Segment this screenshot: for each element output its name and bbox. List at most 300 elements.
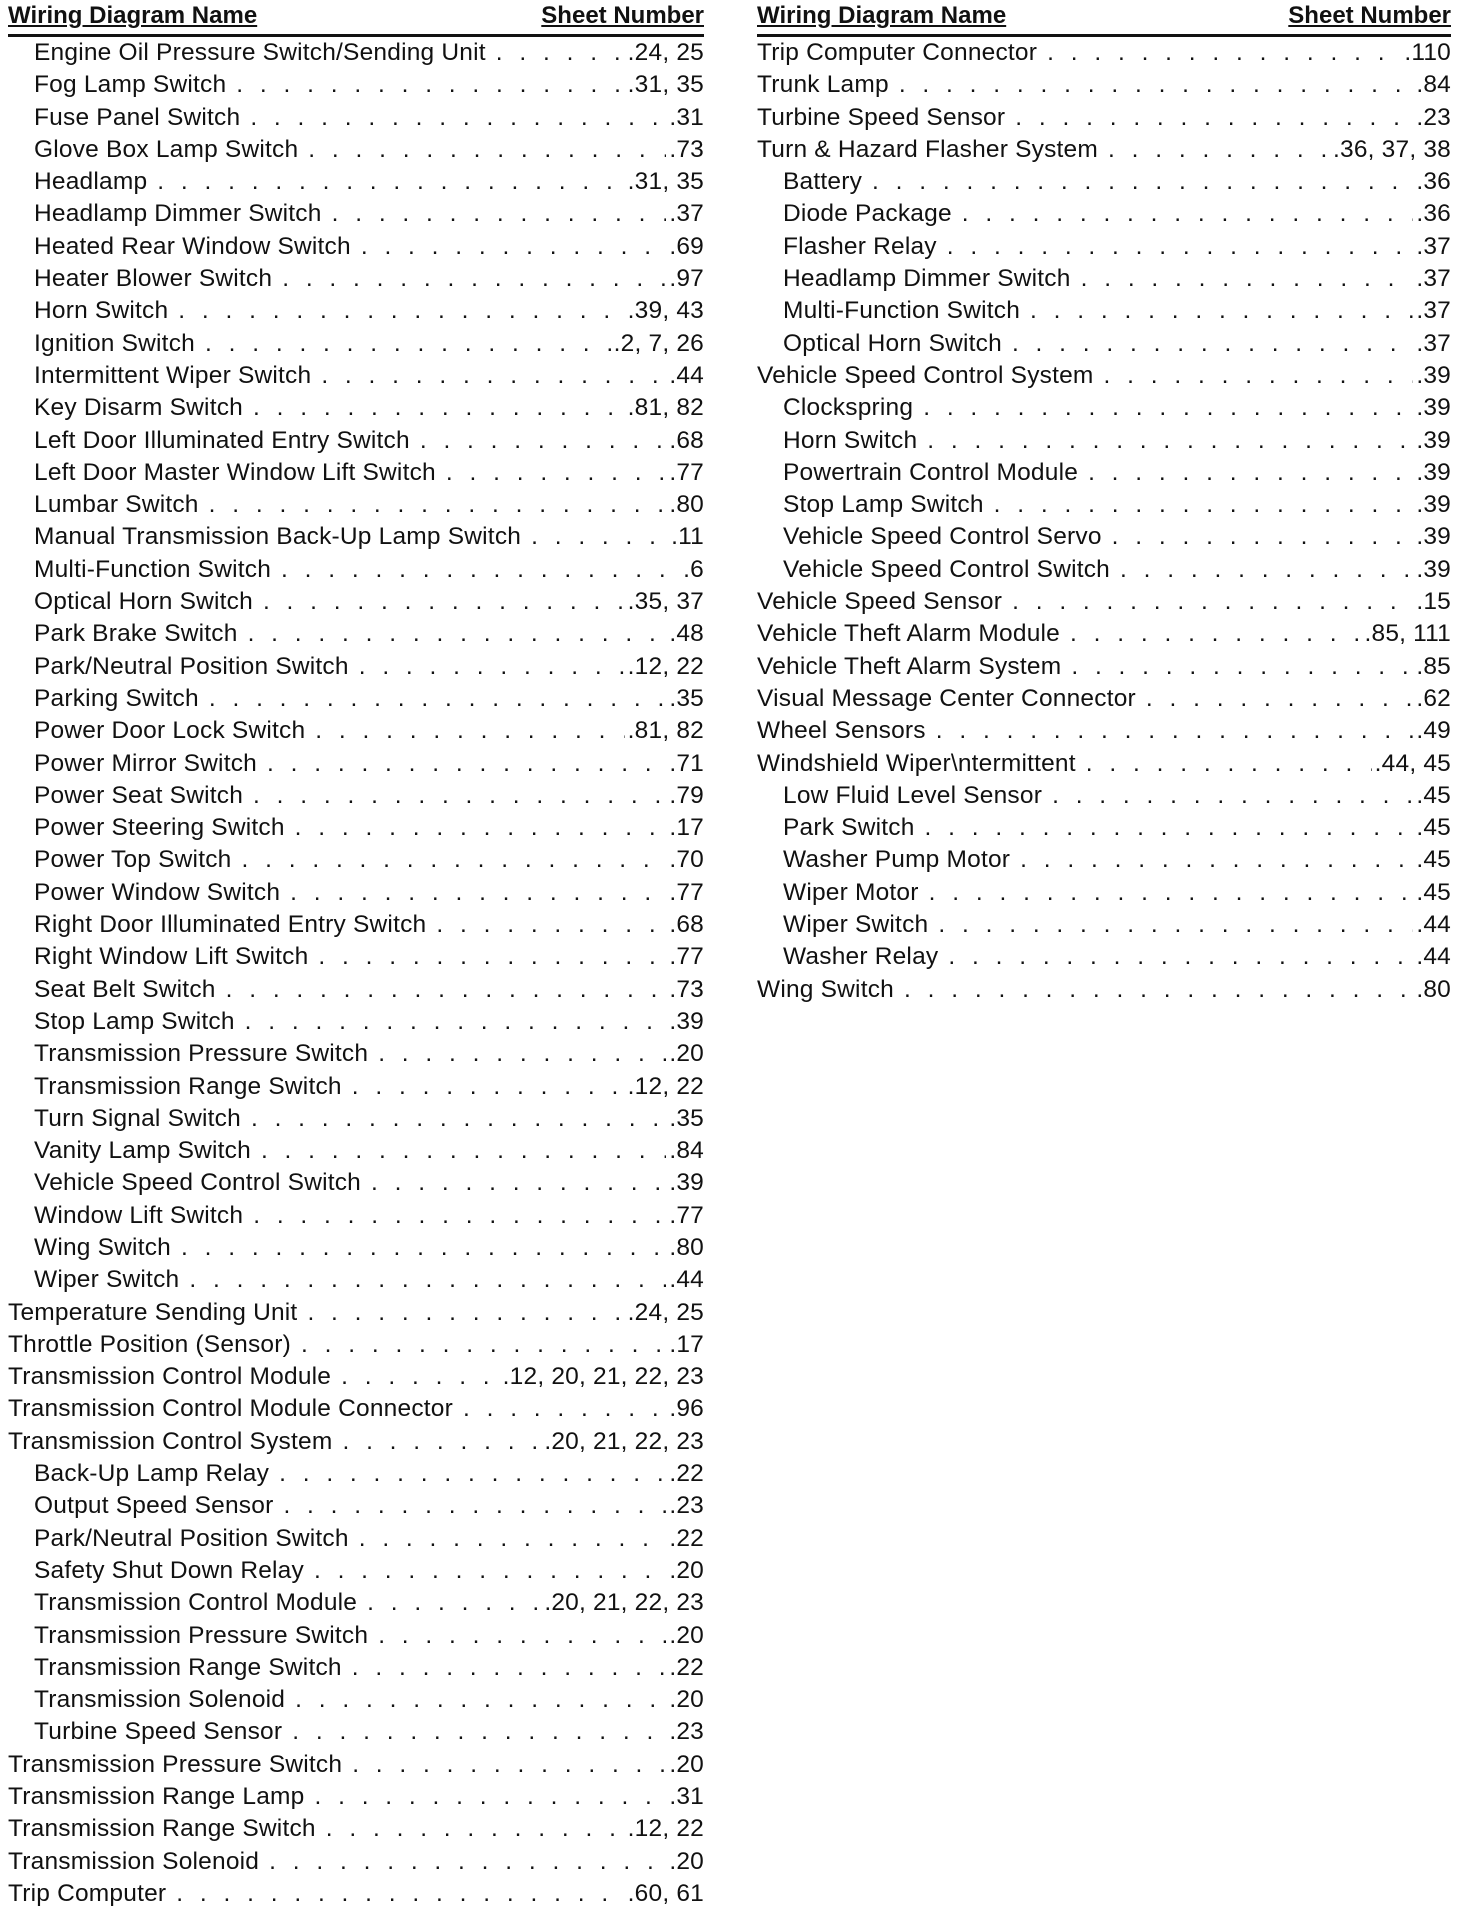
entry-name: Low Fluid Level Sensor (783, 781, 1043, 809)
index-entry (757, 104, 1451, 136)
index-entry (8, 1525, 704, 1557)
left-column-header (8, 0, 704, 37)
entry-name: Horn Switch (783, 426, 918, 454)
entry-name: Vehicle Speed Sensor (757, 588, 1003, 616)
index-entry (8, 943, 704, 975)
entry-sheet-number: .45 (1416, 814, 1451, 842)
entry-name: Washer Pump Motor (783, 846, 1011, 874)
entry-name: Stop Lamp Switch (783, 491, 984, 519)
index-entry (8, 1105, 704, 1137)
dot-leader (925, 814, 1414, 842)
dot-leader (226, 976, 667, 1004)
entry-name: Vehicle Theft Alarm Module (757, 620, 1060, 648)
index-entry (8, 879, 704, 911)
entry-name: Fog Lamp Switch (34, 71, 227, 99)
dot-leader (923, 394, 1413, 422)
entry-name: Battery (783, 168, 863, 196)
entry-name: Stop Lamp Switch (34, 1007, 235, 1035)
dot-leader (378, 1040, 666, 1068)
dot-leader (326, 1815, 625, 1843)
index-entry (8, 168, 704, 200)
dot-leader (295, 814, 667, 842)
index-entry (8, 1008, 704, 1040)
index-entry (757, 523, 1451, 555)
index-entry (757, 653, 1451, 685)
entry-sheet-number: .69 (669, 232, 704, 260)
entry-sheet-number: .31, 35 (627, 168, 704, 196)
index-entry (757, 168, 1451, 200)
dot-leader (292, 1718, 666, 1746)
dot-leader (1104, 362, 1414, 390)
entry-name: Power Top Switch (34, 846, 232, 874)
index-entry (757, 750, 1451, 782)
dot-leader (315, 717, 624, 745)
index-entry (8, 1718, 704, 1750)
index-entry (8, 297, 704, 329)
entry-name: Power Window Switch (34, 878, 281, 906)
entry-sheet-number: .24, 25 (627, 1298, 704, 1326)
entry-name: Safety Shut Down Relay (34, 1556, 304, 1584)
dot-leader (1146, 685, 1413, 713)
entry-sheet-number: .37 (1416, 297, 1451, 325)
entry-name: Wiper Switch (34, 1266, 180, 1294)
right-entry-list (757, 39, 1451, 1008)
index-entry (757, 330, 1451, 362)
entry-name: Vehicle Speed Control Servo (783, 523, 1102, 551)
dot-leader (251, 1105, 666, 1133)
entry-name: Transmission Control Module (34, 1589, 358, 1617)
entry-name: Turbine Speed Sensor (34, 1718, 283, 1746)
dot-leader (359, 653, 625, 681)
index-entry (8, 265, 704, 297)
index-entry (757, 136, 1451, 168)
index-entry (8, 1589, 704, 1621)
index-entry (8, 1880, 704, 1912)
index-entry (8, 976, 704, 1008)
entry-sheet-number: .60, 61 (627, 1879, 704, 1907)
entry-sheet-number: .44 (1416, 943, 1451, 971)
entry-sheet-number: .97 (669, 265, 704, 293)
dot-leader (899, 71, 1414, 99)
entry-sheet-number: .31 (669, 1783, 704, 1811)
entry-name: Power Mirror Switch (34, 749, 257, 777)
index-entry (757, 459, 1451, 491)
index-entry (8, 1363, 704, 1395)
dot-leader (1108, 136, 1330, 164)
index-entry (757, 200, 1451, 232)
index-entry (757, 846, 1451, 878)
index-entry (8, 459, 704, 491)
entry-name: Trunk Lamp (757, 71, 889, 99)
entry-sheet-number: .11 (671, 523, 704, 551)
entry-sheet-number: .81, 82 (627, 717, 704, 745)
entry-sheet-number: .79 (669, 781, 704, 809)
entry-sheet-number: .77 (669, 1201, 704, 1229)
index-entry (8, 1460, 704, 1492)
dot-leader (318, 943, 666, 971)
dot-leader (314, 1783, 666, 1811)
entry-name: Transmission Range Switch (34, 1653, 342, 1681)
dot-leader (367, 1589, 541, 1617)
entry-name: Temperature Sending Unit (8, 1298, 298, 1326)
entry-sheet-number: .110 (1404, 39, 1451, 66)
entry-name: Powertrain Control Module (783, 458, 1079, 486)
dot-leader (157, 168, 624, 196)
dot-leader (1020, 846, 1413, 874)
dot-leader (352, 1751, 666, 1779)
index-entry (8, 1234, 704, 1266)
index-entry (757, 39, 1451, 71)
entry-name: Vehicle Speed Control Switch (34, 1169, 362, 1197)
index-entry (8, 1815, 704, 1847)
dot-leader (1012, 588, 1413, 616)
index-entry (757, 588, 1451, 620)
dot-leader (263, 588, 625, 616)
entry-name: Vehicle Speed Control System (757, 361, 1094, 389)
entry-sheet-number: .73 (669, 975, 704, 1003)
entry-name: Vehicle Speed Control Switch (783, 555, 1111, 583)
entry-sheet-number: .35 (669, 1104, 704, 1132)
entry-name: Trip Computer Connector (757, 39, 1038, 66)
dot-leader (283, 1492, 666, 1520)
index-entry (8, 1751, 704, 1783)
sheet-number-heading: Sheet Number (1288, 2, 1451, 29)
entry-sheet-number: .20 (669, 1556, 704, 1584)
index-entry (8, 750, 704, 782)
index-entry (8, 39, 704, 71)
entry-sheet-number: .15 (1416, 588, 1451, 616)
left-column (8, 0, 704, 1912)
index-entry (8, 1848, 704, 1880)
dot-leader (261, 1137, 666, 1165)
diagram-name-heading: Wiring Diagram Name (8, 2, 258, 29)
index-entry (8, 1395, 704, 1427)
entry-sheet-number: .37 (1416, 265, 1451, 293)
entry-sheet-number: .35 (669, 684, 704, 712)
entry-name: Fuse Panel Switch (34, 103, 241, 131)
dot-leader (308, 136, 666, 164)
entry-name: Optical Horn Switch (34, 588, 253, 616)
index-entry (757, 362, 1451, 394)
dot-leader (1086, 750, 1372, 778)
entry-name: Transmission Control Module (8, 1363, 332, 1391)
entry-sheet-number: .36 (1416, 168, 1451, 196)
entry-name: Wing Switch (757, 975, 894, 1003)
entry-sheet-number: .39 (1416, 458, 1451, 486)
entry-name: Visual Message Center Connector (757, 684, 1136, 712)
dot-leader (352, 1654, 667, 1682)
index-entry (8, 620, 704, 652)
dot-leader (209, 685, 666, 713)
dot-leader (295, 1686, 666, 1714)
index-entry (757, 685, 1451, 717)
entry-name: Headlamp Dimmer Switch (783, 265, 1071, 293)
entry-sheet-number: .96 (669, 1395, 704, 1423)
entry-name: Manual Transmission Back-Up Lamp Switch (34, 523, 522, 551)
index-entry (8, 200, 704, 232)
dot-leader (307, 1299, 624, 1327)
entry-sheet-number: .45 (1416, 846, 1451, 874)
entry-name: Transmission Pressure Switch (34, 1621, 369, 1649)
entry-name: Power Seat Switch (34, 781, 244, 809)
dot-leader (1081, 265, 1414, 293)
dot-leader (1012, 330, 1413, 358)
dot-leader (253, 782, 666, 810)
index-entry (8, 1040, 704, 1072)
entry-name: Turn & Hazard Flasher System (757, 135, 1098, 163)
index-entry (8, 491, 704, 523)
entry-sheet-number: .62 (1416, 684, 1451, 712)
index-entry (757, 71, 1451, 103)
entry-sheet-number: .37 (1416, 232, 1451, 260)
diagram-name-heading: Wiring Diagram Name (757, 2, 1007, 29)
entry-sheet-number: .39 (1416, 523, 1451, 551)
index-entry (8, 1169, 704, 1201)
index-entry (8, 1202, 704, 1234)
index-entry (8, 1654, 704, 1686)
dot-leader (253, 1202, 666, 1230)
entry-sheet-number: .39 (669, 1169, 704, 1197)
index-entry (8, 653, 704, 685)
index-entry (8, 427, 704, 459)
left-entry-list (8, 39, 704, 1912)
entry-name: Transmission Control Module Connector (8, 1395, 453, 1423)
dot-leader (332, 200, 667, 228)
dot-leader (189, 1266, 666, 1294)
entry-name: Turbine Speed Sensor (757, 103, 1006, 131)
entry-name: Output Speed Sensor (34, 1492, 274, 1520)
entry-name: Diode Package (783, 200, 952, 228)
dot-leader (948, 943, 1413, 971)
index-entry (757, 556, 1451, 588)
dot-leader (209, 491, 667, 519)
entry-name: Windshield Wiper\ntermittent (757, 749, 1076, 777)
entry-sheet-number: .20 (669, 1621, 704, 1649)
index-entry (8, 362, 704, 394)
entry-sheet-number: .17 (669, 814, 704, 842)
entry-sheet-number: .44 (1416, 911, 1451, 939)
dot-leader (1030, 297, 1413, 325)
entry-name: Multi-Function Switch (34, 555, 272, 583)
entry-sheet-number: .45 (1416, 781, 1451, 809)
entry-name: Engine Oil Pressure Switch/Sending Unit (34, 39, 486, 66)
entry-sheet-number: .12, 20, 21, 22, 23 (502, 1363, 704, 1391)
entry-sheet-number: .23 (1416, 103, 1451, 131)
entry-name: Back-Up Lamp Relay (34, 1460, 270, 1488)
index-entry (8, 136, 704, 168)
entry-name: Horn Switch (34, 297, 169, 325)
entry-sheet-number: .23 (669, 1492, 704, 1520)
dot-leader (341, 1363, 500, 1391)
dot-leader (994, 491, 1414, 519)
entry-sheet-number: .85 (1416, 652, 1451, 680)
index-entry (8, 233, 704, 265)
entry-name: Seat Belt Switch (34, 975, 216, 1003)
dot-leader (1070, 620, 1361, 648)
index-entry (757, 911, 1451, 943)
dot-leader (962, 200, 1414, 228)
entry-sheet-number: .68 (669, 426, 704, 454)
dot-leader (463, 1395, 666, 1423)
entry-name: Headlamp Dimmer Switch (34, 200, 322, 228)
dot-leader (342, 1428, 541, 1456)
entry-sheet-number: .84 (1416, 71, 1451, 99)
dot-leader (178, 297, 624, 325)
entry-name: Transmission Range Switch (8, 1815, 316, 1843)
entry-sheet-number: .20, 21, 22, 23 (544, 1427, 704, 1455)
dot-leader (1088, 459, 1413, 487)
dot-leader (359, 1525, 667, 1553)
entry-name: Clockspring (783, 394, 914, 422)
dot-leader (927, 427, 1413, 455)
dot-leader (936, 717, 1414, 745)
index-entry (8, 685, 704, 717)
dot-leader (420, 427, 667, 455)
dot-leader (282, 265, 666, 293)
index-entry (757, 943, 1451, 975)
index-entry (8, 588, 704, 620)
entry-sheet-number: .73 (669, 135, 704, 163)
index-entry (8, 1557, 704, 1589)
entry-sheet-number: .20 (669, 1750, 704, 1778)
index-entry (8, 71, 704, 103)
index-entry (757, 717, 1451, 749)
right-column (757, 0, 1451, 1008)
index-entry (8, 1622, 704, 1654)
dot-leader (531, 523, 668, 551)
entry-sheet-number: .31 (669, 103, 704, 131)
entry-sheet-number: .39 (1416, 361, 1451, 389)
dot-leader (281, 556, 680, 584)
entry-sheet-number: .48 (669, 620, 704, 648)
entry-sheet-number: .17 (669, 1330, 704, 1358)
dot-leader (321, 362, 666, 390)
index-entry (8, 394, 704, 426)
entry-name: Left Door Master Window Lift Switch (34, 458, 436, 486)
entry-name: Optical Horn Switch (783, 329, 1002, 357)
entry-sheet-number: .39 (1416, 555, 1451, 583)
entry-sheet-number: .6 (683, 555, 704, 583)
entry-name: Washer Relay (783, 943, 939, 971)
entry-name: Park/Neutral Position Switch (34, 652, 349, 680)
dot-leader (290, 879, 666, 907)
index-entry (8, 1331, 704, 1363)
index-entry (8, 1073, 704, 1105)
index-entry (8, 1783, 704, 1815)
entry-sheet-number: .39 (1416, 426, 1451, 454)
dot-leader (872, 168, 1413, 196)
dot-leader (1052, 782, 1413, 810)
index-entry (8, 814, 704, 846)
dot-leader (1071, 653, 1413, 681)
index-entry (8, 717, 704, 749)
index-entry (8, 1299, 704, 1331)
index-entry (8, 104, 704, 136)
dot-leader (436, 911, 666, 939)
dot-leader (250, 104, 666, 132)
entry-sheet-number: .44, 45 (1374, 749, 1451, 777)
dot-leader (371, 1169, 666, 1197)
entry-name: Vanity Lamp Switch (34, 1137, 251, 1165)
index-entry (8, 782, 704, 814)
entry-name: Wiper Motor (783, 878, 919, 906)
dot-leader (1047, 39, 1401, 67)
dot-leader (929, 879, 1414, 907)
entry-name: Right Door Illuminated Entry Switch (34, 911, 427, 939)
entry-name: Power Door Lock Switch (34, 717, 306, 745)
dot-leader (938, 911, 1413, 939)
entry-sheet-number: .22 (669, 1460, 704, 1488)
entry-sheet-number: .49 (1416, 717, 1451, 745)
entry-name: Throttle Position (Sensor) (8, 1330, 291, 1358)
entry-sheet-number: .36, 37, 38 (1333, 135, 1451, 163)
index-entry (8, 1266, 704, 1298)
entry-name: Trip Computer (8, 1879, 167, 1907)
index-entry (757, 814, 1451, 846)
entry-name: Ignition Switch (34, 329, 195, 357)
dot-leader (361, 233, 667, 261)
dot-leader (205, 330, 611, 358)
index-entry (757, 620, 1451, 652)
entry-sheet-number: .71 (669, 749, 704, 777)
index-entry (757, 491, 1451, 523)
entry-sheet-number: .45 (1416, 878, 1451, 906)
dot-leader (904, 976, 1413, 1004)
entry-name: Transmission Solenoid (34, 1686, 286, 1714)
entry-name: Transmission Pressure Switch (8, 1750, 343, 1778)
entry-sheet-number: .39, 43 (627, 297, 704, 325)
dot-leader (253, 394, 625, 422)
entry-sheet-number: .24, 25 (627, 39, 704, 66)
index-entry (757, 297, 1451, 329)
entry-sheet-number: .31, 35 (627, 71, 704, 99)
dot-leader (181, 1234, 666, 1262)
entry-sheet-number: .85, 111 (1364, 620, 1451, 648)
index-entry (8, 1492, 704, 1524)
index-entry (757, 233, 1451, 265)
entry-name: Vehicle Theft Alarm System (757, 652, 1062, 680)
entry-sheet-number: .36 (1416, 200, 1451, 228)
entry-sheet-number: .44 (669, 361, 704, 389)
index-entry (8, 1686, 704, 1718)
dot-leader (1015, 104, 1413, 132)
entry-sheet-number: .39 (1416, 491, 1451, 519)
dot-leader (1120, 556, 1413, 584)
entry-name: Wiper Switch (783, 911, 929, 939)
entry-sheet-number: .68 (669, 911, 704, 939)
entry-name: Lumbar Switch (34, 491, 199, 519)
entry-name: Transmission Solenoid (8, 1847, 260, 1875)
entry-name: Intermittent Wiper Switch (34, 361, 312, 389)
entry-name: Transmission Range Switch (34, 1072, 342, 1100)
entry-sheet-number: .77 (669, 878, 704, 906)
index-entry (8, 1137, 704, 1169)
entry-name: Transmission Pressure Switch (34, 1040, 369, 1068)
entry-name: Heated Rear Window Switch (34, 232, 351, 260)
entry-sheet-number: .70 (669, 846, 704, 874)
entry-name: Right Window Lift Switch (34, 943, 309, 971)
entry-sheet-number: .20 (669, 1686, 704, 1714)
entry-sheet-number: .22 (669, 1653, 704, 1681)
index-entry (8, 911, 704, 943)
index-entry (757, 265, 1451, 297)
entry-sheet-number: .84 (669, 1137, 704, 1165)
index-entry (757, 394, 1451, 426)
entry-name: Park Brake Switch (34, 620, 238, 648)
entry-name: Left Door Illuminated Entry Switch (34, 426, 410, 454)
index-entry (757, 427, 1451, 459)
dot-leader (176, 1880, 624, 1908)
